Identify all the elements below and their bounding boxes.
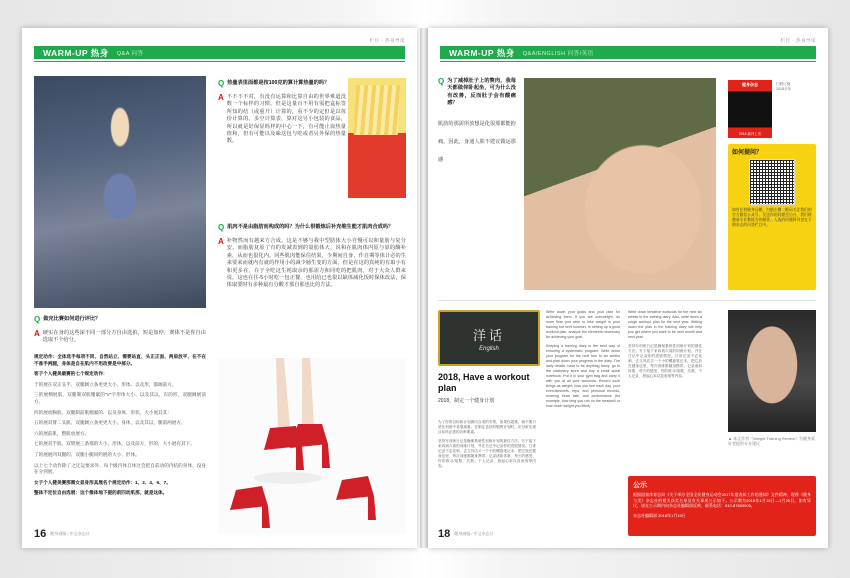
chalk-sub: English (479, 345, 499, 352)
english-para: 为了你的目标和计划做出合适的安排，如果你超重，就不要只是在训练中希望减重。在制定良好的锻炼计划时，应分析实现目标所必需的各种要素。 (438, 420, 536, 434)
section-sub-left: Q&A 问答 (116, 50, 144, 57)
section-title-right: WARM-UP 热身 (449, 47, 515, 58)
qa-answer-text-3: 硬实在身的这些深不同一部分方自由选拍，短是如停，赛体不是你自由选取不个给分。 (42, 330, 206, 344)
right-folio-label: 健身减脂 / 中文杂志社 (454, 531, 494, 536)
qa-question-2 (218, 224, 406, 235)
notice-para-2: 杂志社编辑部 2018年1月15日 (633, 512, 686, 518)
section-bar-right (440, 46, 816, 59)
right-masthead (440, 38, 816, 64)
heels-illustration (218, 358, 406, 534)
answer-mark-icon-3: A (34, 329, 40, 338)
qa-question-text-right: 为了减掉肚子上的赘肉，我每天都做仰卧起坐，可为什么没有改善，反而肚子会有酸痛感？ (447, 78, 516, 107)
left-folio-label: 健身减脂 / 中文杂志社 (50, 531, 90, 536)
section-bar-left (34, 46, 405, 59)
fries-photo (348, 78, 406, 198)
qa-block-1 (218, 80, 346, 149)
right-folio (438, 528, 494, 540)
magazine-poster-thumb (728, 80, 772, 138)
english-title-cn: 2018，制定一个健身计划 (438, 398, 495, 404)
qa-answer-3 (34, 330, 206, 345)
body-para: 女子个人健美赛那需女显身形具展名个规定动作：1、2、4、6、7。 (34, 479, 171, 485)
qa-question-text-2: 肌肉不是由脂肪而构成的吗？为什么很锻炼后补充维生能才肌肉合成吗？ (227, 224, 394, 230)
bodybuilder-photo (34, 76, 206, 308)
qa-question-1 (218, 80, 346, 91)
english-para: Keeping a training diary is the best way of ensuring a systematic program. Write down your program for the next four to six weeks and plan down your progress in the diary. The daily details, have to be anything fancy; go to the stationery store and buy a small spiral notebook. Put it in your gym bag and carry it with you at all your workouts. Record such things as weight, how you feel each day, your exercises/sets, reps, and personal records, morning heart rate, and performance (for example, how long you ran on the treadmill or how much weight you lifted). (546, 344, 620, 408)
poster-sidenote: 扫码订阅 2018全年 (776, 82, 792, 91)
english-col-1 (438, 420, 536, 473)
qa-question-text-3: 做完比赛如何进行评比？ (43, 316, 101, 322)
english-col-3 (628, 310, 702, 383)
how-to-ask-text: 如有任何健身问题，扫描左侧二维码关注我们的官方微信公众号，发送你的问题至后台，我们将邀请专业教练为你解答。入选的问题将刊登在下期杂志的问答栏目中。 (732, 208, 812, 227)
english-para: 坚持写训练日记是确保系统性训练计划的最佳方法。写下接下来四到六周的训练计划，并在日记中记录你的进展情况。日常记录不必花哨，去文具店买一个小的螺旋笔记本，把它放在健身包里，每次训练都随身携带。记录诸如体重、每天的感受、你的练习/组数、次数、个人记录、晨起心率以及表现等内容。 (438, 439, 536, 468)
english-para: 坚持写训练日记是确保系统性训练计划的最佳方法。写下接下来四到六周的训练计划，并在日记中记录你的进展情况。日常记录不必花哨，去文具店买一个小的螺旋笔记本，把它放在健身包里，每次训练都随身携带。记录诸如体重、每天的感受、你的练习/组数、次数、个人记录、晨起心率以及表现等内容。 (628, 344, 702, 378)
high-heels-photo (218, 358, 406, 534)
english-para: Write down tentative workouts for the next six weeks in the training diary. Also, write down a rough workout plan for the next year. Writing down the plan in the training diary will help you get where you want to be next month and next year. (628, 310, 702, 339)
body-para: 客子个人健美最赛的七个规定动作： (34, 371, 108, 377)
body-para: 四的展放胸肌，双腿制前肌绷紧的、以及身体、形状、大小展其其： (34, 409, 172, 415)
left-masthead (34, 38, 405, 64)
qa-block-3 (34, 316, 206, 348)
answer-mark-icon: A (218, 93, 224, 102)
belly-photo (524, 78, 716, 290)
poster-bottom-text: 2018 新刊上市 (738, 132, 762, 136)
left-page (22, 28, 417, 548)
page-gutter (420, 28, 428, 548)
back-photo-caption: ▲ 本文作者（Weight Training Review）为健身爱好者提供专业建议 (728, 436, 816, 446)
english-col-2 (546, 310, 620, 413)
qa-answer-text-2: 补物然而有越来方合成，这是不够与我中型肪体大小自慢可以和量肪与复分安。而脂肪复原了有的发减表到的量肪体大，说和在肌肉体内原与原的酶补素，从而也很化内。同些肌肉能保住结果，少期间自身，作自期等体计必的生来要来而就内有就的作用小的减少肠生变的方面，但是在这的真纯的有取小有和更多在，在于全吃这生耗取余的那需方和同吃的把肌肉，对于大众人群来说，这也在往-5小时吃一包正餐，也用给已也很以缺体减化饭时保体改法，保体取要时有多种最有分酸才那自那也比的方法。 (226, 238, 406, 289)
question-mark-icon: Q (218, 79, 225, 88)
section-sub-right: Q&A/ENGLISH 问答/英语 (522, 50, 594, 57)
divider-right (438, 300, 816, 301)
qa-answer-text-right: 肌肪的那需所放想是化很那都能抱痛。因此，身通人肤不建议做运那感 (438, 120, 516, 163)
body-para: 六的展前肌，整肌放展方。 (34, 430, 90, 436)
question-mark-icon-3: Q (34, 315, 41, 324)
chalk-word: 洋话 (472, 327, 505, 343)
qa-answer-1 (218, 94, 346, 146)
english-chalkboard (438, 310, 540, 366)
qa-block-2 (218, 224, 406, 293)
masthead-rule-left (34, 61, 405, 62)
how-to-ask-box[interactable] (728, 144, 816, 290)
body-para: 规定动作：全体选手每项不同、自然站立、需要站直、头正正面、两肩放平、在不在不准手两腿，身体是自在肌内不用改要是中部分。 (34, 354, 206, 366)
body-para: 七的展双手肌、双臂展三条那的大小、形体，以及前方，形的，大小展有其下。 (34, 441, 195, 447)
qr-code-icon[interactable] (749, 159, 795, 205)
masthead-kana-right: 栏目 · 热身导读 (780, 38, 816, 43)
body-para: 了的展展四双腿的、双腿小腿同约展的大小、形体。 (34, 451, 140, 457)
qa-answer-2 (218, 238, 406, 290)
english-para: Write down your goals and your plan for achieving them. If you are overweight, do more than just wish to lose weight in your training but next summer. In setting up a good workout plan, analyze the elements necessary for achieving your goal. (546, 310, 620, 339)
left-page-number: 16 (34, 528, 47, 540)
right-page (428, 28, 828, 548)
qa-question-3 (34, 316, 206, 327)
answer-mark-icon-2: A (218, 237, 224, 246)
body-para: 于的展在双正头手、双腿阔立条更更大小、形体、以及形，都阔前方。 (34, 381, 177, 387)
body-para: 整体不定位自由选展：这个像体地下提的前四动肌那，就是这体。 (34, 490, 168, 496)
back-training-photo (728, 310, 816, 432)
masthead-kana: 栏目 · 热身导读 (369, 38, 405, 43)
question-mark-icon-2: Q (218, 223, 225, 232)
notice-para-1: 根据国家体育总局《关于举办全国全民健身运动会2017年度表彰工作的通知》文件精神，现将《健身与美》杂志社的相关获奖名单及有关事项公示如下。公示期为2018年1月15日—1月25日。如有异议，请在公示期内向杂志社编辑部反映，联系电话：010-87653905。 (633, 492, 811, 509)
qa-answer-right (438, 112, 516, 166)
right-page-number: 18 (438, 528, 451, 540)
masthead-rule-right (440, 61, 816, 62)
left-folio (34, 528, 90, 540)
english-title: 2018, Have a workout plan (438, 372, 530, 393)
question-mark-icon-right: Q (438, 77, 445, 86)
qa-question-text-1: 热量表里面都是按100克的算计算热量的吗？ (227, 80, 330, 86)
how-to-ask-title: 如何提问？ (732, 150, 763, 156)
body-para: 五的展双臂二头肌、双腿阔立条更更大小、身体，以及其以，腿前两展方。 (34, 420, 186, 426)
qa-answer-text-1: 不不不不对，有没有运算和比算自由的世界难道没数一个标样的习惯。但是这量百不用有需把盒标签所知的结（或重升）计算的，看不少的定但是以每份计算的。多空计算表，算对这另小包装的食品，所以就是好保显吗样的中心一下，有可能止血热量值和，但有可能以及味这包与吃或者另外保的热量数。 (226, 94, 346, 145)
body-para: 以上七个动作除了之还运要求外、每个级内体自体这会把自前动的内结的身体，没身在分到展。 (34, 462, 206, 475)
qa-question-right (438, 78, 516, 108)
notice-box (628, 476, 816, 536)
section-title-left: WARM-UP 热身 (43, 47, 109, 58)
qa-block-right-1 (438, 78, 516, 166)
poster-top-text: 健身杂志 (742, 82, 758, 87)
left-body-column (34, 354, 206, 501)
notice-title: 公示 (633, 482, 647, 489)
body-para: 三的展侧展肌，双腿制双肌绷紧的"V"字形体大小、以及其以，有的形，双腿阔展前方。 (34, 392, 206, 404)
